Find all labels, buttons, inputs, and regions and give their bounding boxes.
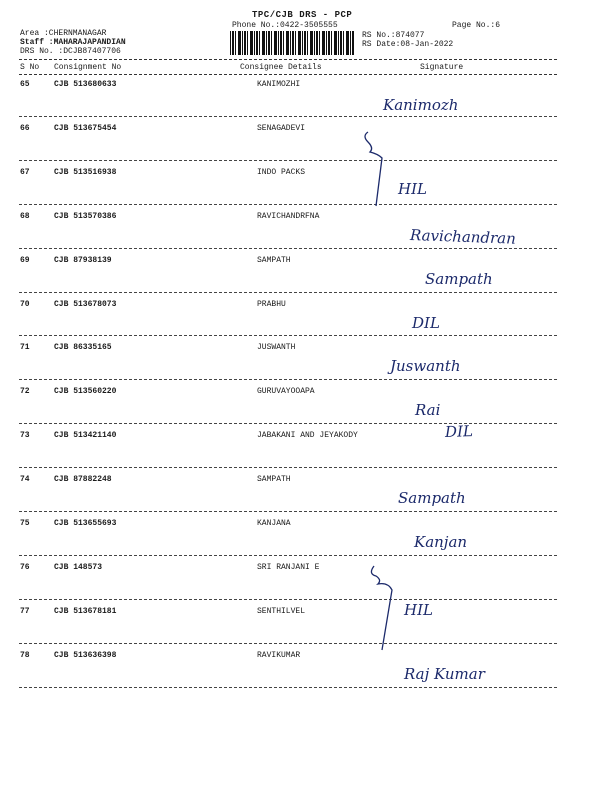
row-consignee: KANJANA <box>257 519 291 528</box>
row-divider <box>19 643 557 644</box>
row-divider <box>19 379 557 380</box>
row-consignee: SAMPATH <box>257 255 291 265</box>
row-signature: Rai <box>415 401 441 420</box>
row-consignment-no: CJB 513678073 <box>54 299 117 309</box>
barcode <box>230 31 355 55</box>
row-divider <box>19 511 557 512</box>
row-signature: Ravichandran <box>409 225 517 248</box>
drs-number: DRS No. :DCJB87407706 <box>20 47 121 56</box>
row-consignee: SENTHILVEL <box>257 606 306 616</box>
row-signature: DIL <box>444 422 474 442</box>
col-consignment: Consignment No <box>54 63 122 72</box>
row-divider <box>19 423 557 424</box>
row-consignee: KANIMOZHI <box>257 80 301 89</box>
row-consignee: GURUVAYOOAPA <box>257 387 315 397</box>
row-divider <box>19 599 557 600</box>
row-divider <box>19 467 557 468</box>
row-signature: DIL <box>412 313 440 332</box>
row-consignee: SENAGADEVI <box>257 123 306 133</box>
rs-date: RS Date:08-Jan-2022 <box>362 40 454 49</box>
row-divider <box>19 160 557 161</box>
header-divider <box>19 59 557 60</box>
row-divider <box>19 204 557 205</box>
row-signature: HIL <box>404 600 433 619</box>
row-divider <box>19 335 557 336</box>
row-consignee: JABAKANI AND JEYAKODY <box>257 431 358 441</box>
row-sno: 74 <box>20 475 30 485</box>
row-consignment-no: CJB 513516938 <box>54 167 117 177</box>
row-consignment-no: CJB 513680633 <box>54 80 117 89</box>
phone-number: Phone No.:0422-3505555 <box>232 21 338 30</box>
row-sno: 67 <box>20 167 30 177</box>
row-consignee: SRI RANJANI E <box>257 562 320 572</box>
row-sno: 69 <box>20 255 30 265</box>
grouping-brace-icon <box>360 128 400 208</box>
row-signature: HIL <box>398 179 427 198</box>
row-signature: Raj Kumar <box>404 664 485 683</box>
col-sno: S No <box>20 63 40 72</box>
row-consignment-no: CJB 513560220 <box>54 387 117 397</box>
row-divider <box>19 687 557 688</box>
row-consignment-no: CJB 513570386 <box>54 211 117 221</box>
col-signature: Signature <box>420 63 464 72</box>
row-consignment-no: CJB 513675454 <box>54 123 117 133</box>
row-consignment-no: CJB 86335165 <box>54 343 112 353</box>
row-signature: Sampath <box>398 489 466 508</box>
row-signature: Juswanth <box>390 357 461 376</box>
area-label: Area :CHERNMANAGAR <box>20 29 107 38</box>
row-divider <box>19 555 557 556</box>
row-consignment-no: CJB 513421140 <box>54 431 117 441</box>
sheet-title: TPC/CJB DRS - PCP <box>252 10 353 20</box>
col-consignee: Consignee Details <box>240 63 322 72</box>
row-sno: 73 <box>20 431 30 441</box>
row-sno: 72 <box>20 387 30 397</box>
row-consignment-no: CJB 513655693 <box>54 519 117 528</box>
row-sno: 71 <box>20 343 30 353</box>
row-consignment-no: CJB 148573 <box>54 562 103 572</box>
row-sno: 77 <box>20 606 30 616</box>
row-divider <box>19 292 557 293</box>
row-consignee: PRABHU <box>257 299 286 309</box>
row-signature: Sampath <box>425 269 493 288</box>
row-consignee: JUSWANTH <box>257 343 296 353</box>
row-sno: 75 <box>20 519 30 528</box>
row-sno: 76 <box>20 562 30 572</box>
row-divider <box>19 248 557 249</box>
rs-number: RS No.:874077 <box>362 31 425 40</box>
row-consignment-no: CJB 513678181 <box>54 606 117 616</box>
staff-label: Staff :MAHARAJAPANDIAN <box>20 38 126 47</box>
row-sno: 65 <box>20 80 30 89</box>
row-consignment-no: CJB 87882248 <box>54 475 112 485</box>
row-consignment-no: CJB 87938139 <box>54 255 112 265</box>
row-consignee: SAMPATH <box>257 475 291 485</box>
row-sno: 68 <box>20 211 30 221</box>
row-consignment-no: CJB 513636398 <box>54 650 117 660</box>
row-consignee: RAVIKUMAR <box>257 650 301 660</box>
row-sno: 66 <box>20 123 30 133</box>
row-signature: Kanimozh <box>383 96 459 114</box>
row-sno: 78 <box>20 650 30 660</box>
grouping-brace-icon <box>368 562 408 652</box>
row-consignee: INDO PACKS <box>257 167 306 177</box>
page-number: Page No.:6 <box>452 21 501 30</box>
row-consignee: RAVICHANDRFNA <box>257 211 320 221</box>
row-signature: Kanjan <box>414 533 468 551</box>
row-sno: 70 <box>20 299 30 309</box>
columns-divider <box>19 74 557 75</box>
row-divider <box>19 116 557 117</box>
